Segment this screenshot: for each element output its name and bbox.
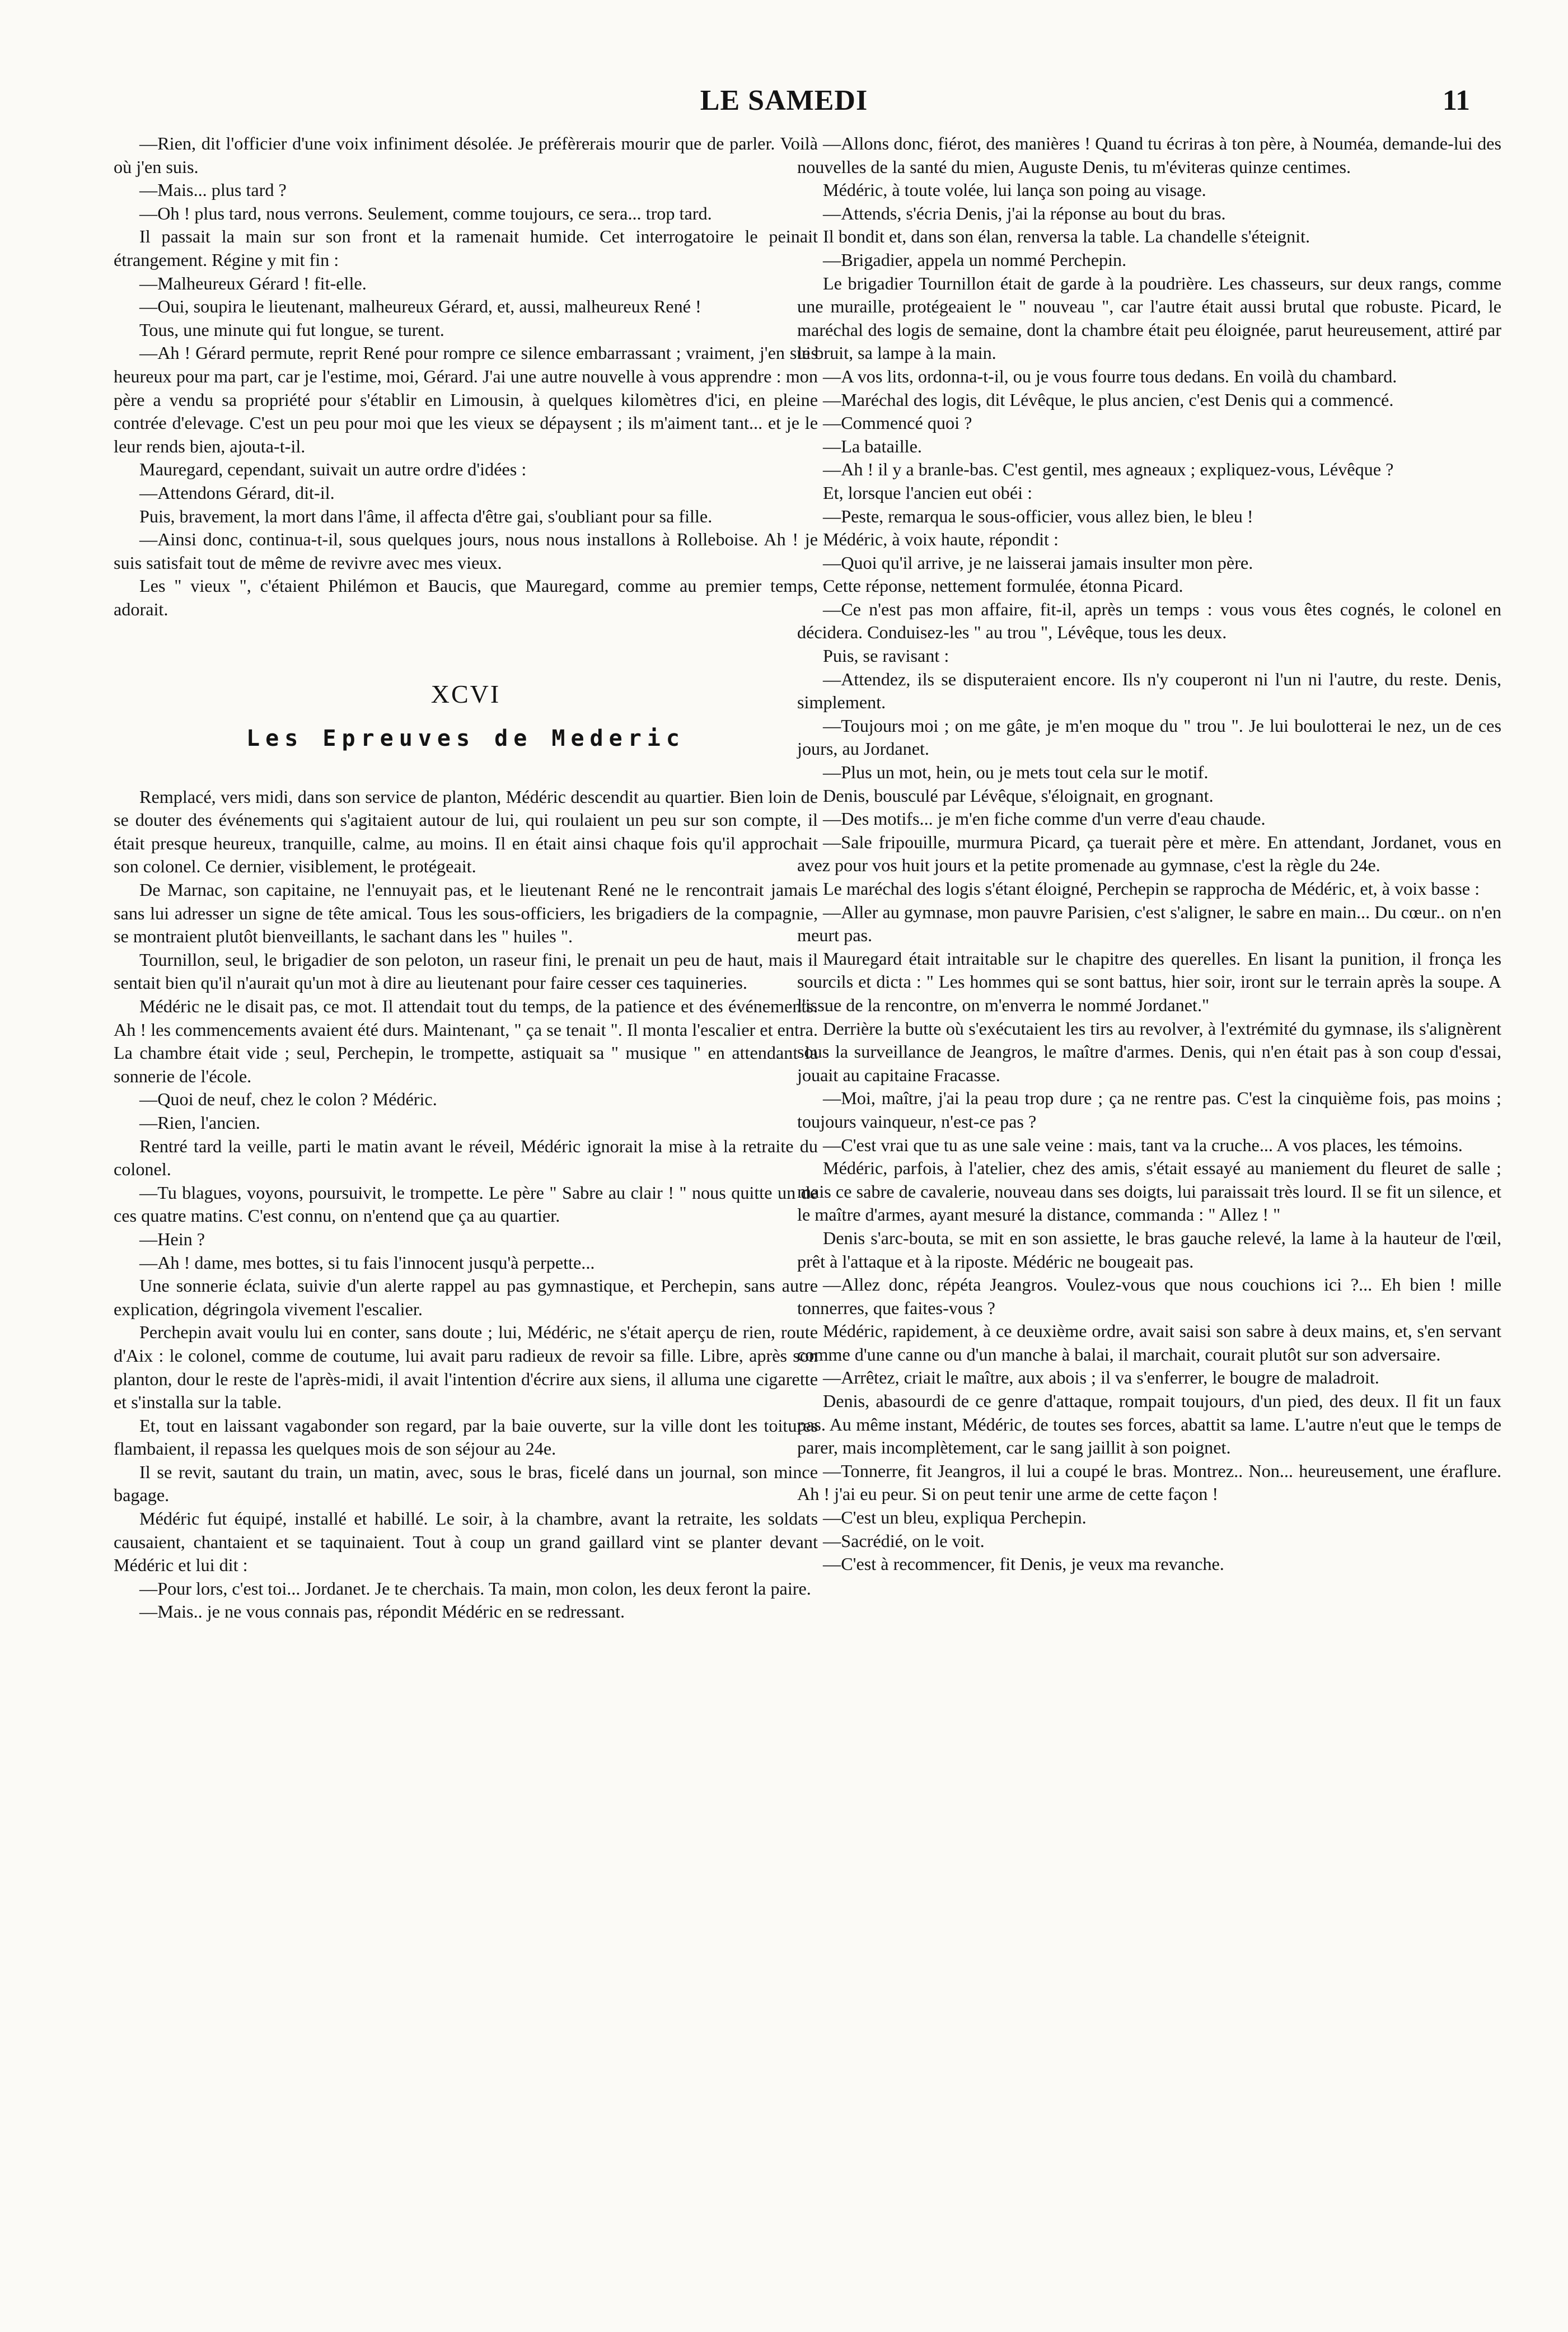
paragraph: Mauregard était intraitable sur le chapitre des querelles. En lisant la punition, il fronça les sourcils et dicta : " Les hommes qui se sont battus, hier soir, iront sur le terrain après la soupe. A l'issue de la rencontre, on m'enverra le nommé Jordanet." — [797, 948, 1501, 1015]
paragraph: —Pour lors, c'est toi... Jordanet. Je te cherchais. Ta main, mon colon, les deux feront la paire. — [139, 1578, 811, 1599]
paragraph: Rentré tard la veille, parti le matin avant le réveil, Médéric ignorait la mise à la retraite du colonel. — [114, 1135, 818, 1180]
paragraph: —Allons donc, fiérot, des manières ! Quand tu écriras à ton père, à Nouméa, demande-lui des nouvelles de la santé du mien, Auguste Denis, tu m'éviteras quinze centimes. — [797, 133, 1501, 177]
paragraph: —Oh ! plus tard, nous verrons. Seulement, comme toujours, ce sera... trop tard. — [139, 203, 712, 223]
paragraph: —Ah ! il y a branle-bas. C'est gentil, mes agneaux ; expliquez-vous, Lévêque ? — [823, 459, 1394, 480]
paragraph: Et, lorsque l'ancien eut obéi : — [823, 482, 1033, 503]
paragraph: —Rien, dit l'officier d'une voix infiniment désolée. Je préfèrerais mourir que de parler. Voilà où j'en suis. — [114, 133, 818, 177]
paragraph: —Ah ! Gérard permute, reprit René pour rompre ce silence embarrassant ; vraiment, j'en suis heureux pour ma part, car je l'estime, moi, Gérard. J'ai une autre nouvelle à vous apprendre : mon père a vendu sa propriété pour s'établir en Limousin, à quelques kilomètres d'ici, en pleine contrée d'elevage. C'est un peu pour moi que les vieux se dépaysent ; ils m'aiment tant... et je le leur rends bien, ajouta-t-il. — [114, 343, 818, 456]
paragraph: —La bataille. — [823, 436, 922, 456]
paragraph: —Quoi qu'il arrive, je ne laisserai jamais insulter mon père. — [823, 552, 1253, 573]
paragraph: Et, tout en laissant vagabonder son regard, par la baie ouverte, sur la ville dont les toitures flambaient, il repassa les quelques mois de son séjour au 24e. — [114, 1415, 818, 1459]
paragraph: —Brigadier, appela un nommé Perchepin. — [823, 249, 1127, 270]
paragraph: Le brigadier Tournillon était de garde à la poudrière. Les chasseurs, sur deux rangs, comme une muraille, protégeaient le " nouveau ", car l'autre était aussi brutal que robuste. Picard, le maréchal des logis de semaine, dont la chambre était peu éloignée, parut heureusement, attiré par le bruit, sa lampe à la main. — [797, 273, 1501, 363]
paragraph: —Tu blagues, voyons, poursuivit, le trompette. Le père " Sabre au clair ! " nous quitte un de ces quatre matins. C'est connu, on n'entend que ça au quartier. — [114, 1182, 818, 1226]
paragraph: —Arrêtez, criait le maître, aux abois ; il va s'enferrer, le bougre de maladroit. — [823, 1367, 1379, 1388]
paragraph: Remplacé, vers midi, dans son service de planton, Médéric descendit au quartier. Bien loin de se douter des événements qui s'agitaient autour de lui, qui roulaient un peu sur son compte, il était presque heureux, tranquille, calme, au moins. Il en était ainsi chaque fois qu'il approchait son colonel. Ce dernier, visiblement, le protégeait. — [114, 786, 818, 877]
paragraph: —Peste, remarqua le sous-officier, vous allez bien, le bleu ! — [823, 506, 1253, 526]
paragraph: —Aller au gymnase, mon pauvre Parisien, c'est s'aligner, le sabre en main... Du cœur.. on n'en meurt pas. — [797, 901, 1501, 946]
paragraph: —Attendons Gérard, dit-il. — [139, 482, 335, 503]
paragraph: —Hein ? — [139, 1228, 205, 1249]
paragraph: —Ah ! dame, mes bottes, si tu fais l'innocent jusqu'à perpette... — [139, 1252, 595, 1273]
paragraph: —Malheureux Gérard ! fit-elle. — [139, 273, 367, 293]
paragraph: Tournillon, seul, le brigadier de son peloton, un raseur fini, le prenait un peu de haut, mais il sentait bien qu'il n'aurait qu'un mot à dire au lieutenant pour faire cesser ces taquineries. — [114, 949, 818, 993]
paragraph: De Marnac, son capitaine, ne l'ennuyait pas, et le lieutenant René ne le rencontrait jamais sans lui adresser un signe de tête amical. Tous les sous-officiers, les brigadiers de la compagnie, se montraient plutôt bienveillants, le sachant dans les " huiles ". — [114, 880, 818, 947]
paragraph: Puis, se ravisant : — [823, 646, 949, 666]
paragraph: —C'est vrai que tu as une sale veine : mais, tant va la cruche... A vos places, les témoins. — [823, 1134, 1463, 1155]
paragraph: —C'est à recommencer, fit Denis, je veux ma revanche. — [823, 1554, 1224, 1574]
paragraph: —Ainsi donc, continua-t-il, sous quelques jours, nous nous installons à Rolleboise. Ah ! je suis satisfait tout de même de revivre avec mes vieux. — [114, 529, 818, 573]
paragraph: Médéric, rapidement, à ce deuxième ordre, avait saisi son sabre à deux mains, et, s'en servant comme d'une canne ou d'un manche à balai, il marchait, courait plutôt sur son adversaire. — [797, 1321, 1501, 1364]
paragraph: Il passait la main sur son front et la ramenait humide. Cet interrogatoire le peinait étrangement. Régine y mit fin : — [114, 226, 818, 270]
paragraph: —Sale fripouille, murmura Picard, ça tuerait père et mère. En attendant, Jordanet, vous en avez pour vos huit jours et la petite promenade au gymnase, c'est la règle du 24e. — [797, 831, 1501, 876]
paragraph: —Ce n'est pas mon affaire, fit-il, après un temps : vous vous êtes cognés, le colonel en décidera. Conduisez-les " au trou ", Lévêque, tous les deux. — [797, 599, 1501, 643]
paragraph: Denis, bousculé par Lévêque, s'éloignait, en grognant. — [823, 785, 1214, 806]
paragraph: Perchepin avait voulu lui en conter, sans doute ; lui, Médéric, ne s'était aperçu de rien, route d'Aix : le colonel, comme de coutume, lui avait paru radieux de revoir sa fille. Libre, après son planton, dour le reste de l'après-midi, il avait l'intention d'écrire aux siens, il alluma une cigarette et s'installa sur la table. — [114, 1322, 818, 1413]
paragraph: —C'est un bleu, expliqua Perchepin. — [823, 1507, 1087, 1528]
chapter-number: XCVI — [430, 680, 501, 709]
paragraph: —Tonnerre, fit Jeangros, il lui a coupé le bras. Montrez.. Non... heureusement, une éraflure. Ah ! j'ai eu peur. Si on peut tenir une arme de cette façon ! — [797, 1460, 1501, 1504]
paragraph: Médéric, à voix haute, répondit : — [823, 529, 1059, 550]
paragraph: —Mais.. je ne vous connais pas, répondit Médéric en se redressant. — [139, 1601, 625, 1622]
page-number: 11 — [1442, 85, 1470, 116]
page-header-title: LE SAMEDI — [700, 85, 868, 116]
paragraph: Puis, bravement, la mort dans l'âme, il affecta d'être gai, s'oubliant pour sa fille. — [139, 506, 713, 526]
paragraph: —Attendez, ils se disputeraient encore. Ils n'y couperont ni l'un ni l'autre, du reste. Denis, simplement. — [797, 669, 1501, 713]
left-column-story-end — [114, 132, 818, 621]
paragraph: —Toujours moi ; on me gâte, je m'en moque du " trou ". Je lui boulotterai le nez, un de ces jours, au Jordanet. — [797, 715, 1501, 759]
paragraph: Mauregard, cependant, suivait un autre ordre d'idées : — [139, 459, 527, 480]
paragraph: —Mais... plus tard ? — [139, 180, 287, 200]
paragraph: Les " vieux ", c'étaient Philémon et Baucis, que Mauregard, comme au premier temps, adorait. — [114, 576, 818, 619]
paragraph: Médéric ne le disait pas, ce mot. Il attendait tout du temps, de la patience et des événements. Ah ! les commencements avaient été durs. Maintenant, " ça se tenait ". Il monta l'escalier et entra. La chambre était vide ; seul, Perchepin, le trompette, astiquait sa " musique " en attendant la sonnerie de l'école. — [114, 996, 818, 1086]
paragraph: —Plus un mot, hein, ou je mets tout cela sur le motif. — [823, 762, 1209, 783]
paragraph: Médéric fut équipé, installé et habillé. Le soir, à la chambre, avant la retraite, les soldats causaient, chantaient et se taquinaient. Tout à coup un grand gaillard vint se planter devant Médéric et lui dit : — [114, 1508, 818, 1576]
chapter-title: Les Epreuves de Mederic — [246, 726, 685, 752]
paragraph: —Rien, l'ancien. — [139, 1112, 260, 1133]
paragraph: —Des motifs... je m'en fiche comme d'un verre d'eau chaude. — [823, 809, 1266, 829]
paragraph: —Moi, maître, j'ai la peau trop dure ; ça ne rentre pas. C'est la cinquième fois, pas moins ; toujours vainqueur, n'est-ce pas ? — [797, 1088, 1501, 1132]
paragraph: —Oui, soupira le lieutenant, malheureux Gérard, et, aussi, malheureux René ! — [139, 296, 701, 317]
paragraph: —Maréchal des logis, dit Lévêque, le plus ancien, c'est Denis qui a commencé. — [823, 389, 1394, 410]
paragraph: Le maréchal des logis s'étant éloigné, Perchepin se rapprocha de Médéric, et, à voix basse : — [823, 878, 1480, 899]
paragraph: Il se revit, sautant du train, un matin, avec, sous le bras, ficelé dans un journal, son mince bagage. — [114, 1461, 818, 1506]
paragraph: —Allez donc, répéta Jeangros. Voulez-vous que nous couchions ici ?... Eh bien ! mille tonnerres, que faites-vous ? — [797, 1274, 1501, 1318]
paragraph: Denis s'arc-bouta, se mit en son assiette, le bras gauche relevé, la lame à la hauteur de l'œil, prêt à l'attaque et à la riposte. Médéric ne bougeait pas. — [797, 1227, 1501, 1272]
paragraph: Médéric, à toute volée, lui lança son poing au visage. — [823, 180, 1206, 200]
paragraph: Denis, abasourdi de ce genre d'attaque, rompait toujours, d'un pied, des deux. Il fit un faux pas. Au même instant, Médéric, de toutes ses forces, abattit sa lame. L'autre n'eut que le temps de parer, mais incomplètement, car le sang jaillit à son poignet. — [797, 1391, 1501, 1458]
left-column-chapter-text — [114, 786, 818, 1624]
paragraph: Médéric, parfois, à l'atelier, chez des amis, s'était essayé au maniement du fleuret de salle ; mais ce sabre de cavalerie, nouveau dans ses doigts, lui paraissait très lourd. Il se fit un silence, et le maître d'armes, ayant mesuré la distance, commanda : " Allez ! " — [797, 1158, 1501, 1225]
paragraph: —Commencé quoi ? — [823, 413, 972, 433]
paragraph: —Sacrédié, on le voit. — [823, 1530, 985, 1551]
paragraph: Il bondit et, dans son élan, renversa la table. La chandelle s'éteignit. — [823, 226, 1310, 247]
right-column — [797, 132, 1501, 1576]
paragraph: —Attends, s'écria Denis, j'ai la réponse au bout du bras. — [823, 203, 1226, 223]
paragraph: Cette réponse, nettement formulée, étonna Picard. — [823, 576, 1183, 596]
paragraph: —Quoi de neuf, chez le colon ? Médéric. — [139, 1089, 437, 1110]
paragraph: Une sonnerie éclata, suivie d'un alerte rappel au pas gymnastique, et Perchepin, sans autre explication, dégringola vivement l'escalier. — [114, 1275, 818, 1319]
left-column — [114, 132, 818, 1624]
paragraph: Derrière la butte où s'exécutaient les tirs au revolver, à l'extrémité du gymnase, ils s'alignèrent sous la surveillance de Jeangros, le maître d'armes. Denis, qui n'en était pas à son coup d'essai, jouait au capitaine Fracasse. — [797, 1018, 1501, 1085]
paragraph: —A vos lits, ordonna-t-il, ou je vous fourre tous dedans. En voilà du chambard. — [823, 366, 1397, 386]
paragraph: Tous, une minute qui fut longue, se turent. — [139, 319, 444, 340]
